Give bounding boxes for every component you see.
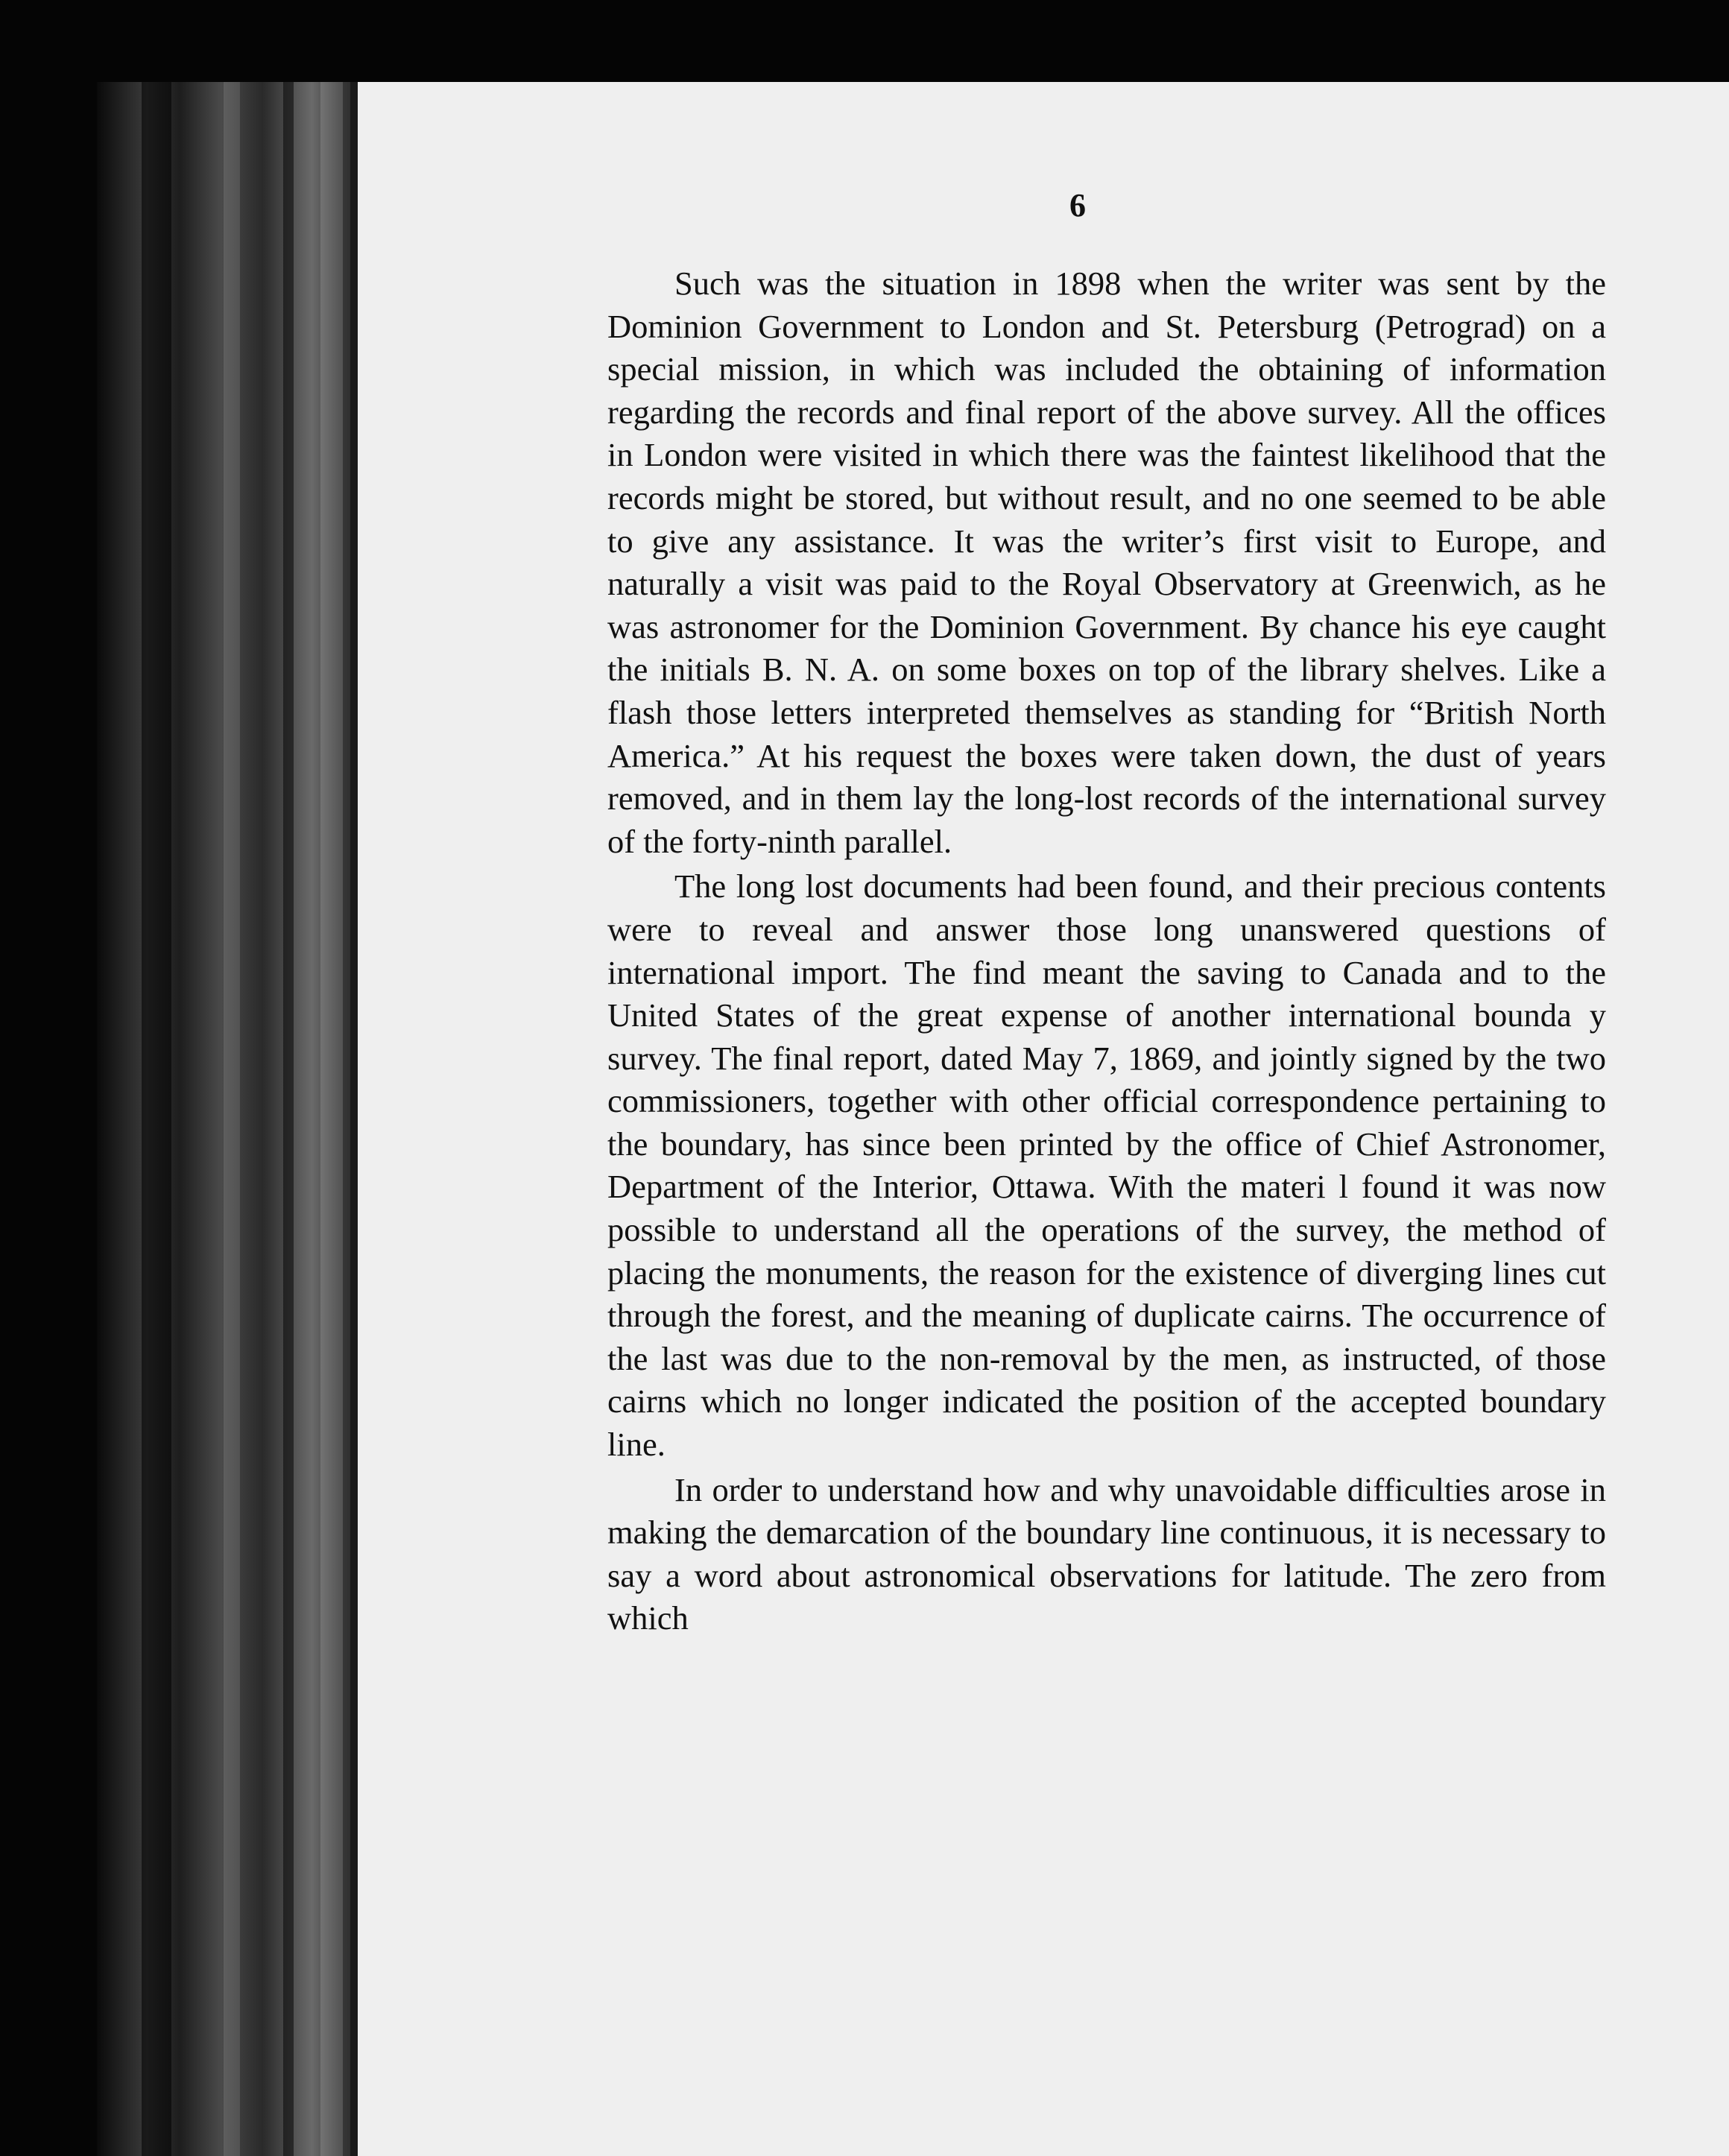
- spine-highlight: [224, 82, 240, 2156]
- paragraph-2: The long lost documents had been found, and their precious contents were to reveal and answer those long unanswered questions of international import. The find meant the saving to Canada and to the United States of the great expense of another international bounda y survey. The final report, dated May 7, 1869, and jointly signed by the two commissioners, together with other official correspondence pertaining to the boundary, has since been printed by the office of Chief Astronomer, Department of the Interior, Ottawa. With the materi l found it was now possible to understand all the operations of the survey, the method of placing the monuments, the reason for the existence of diverging lines cut through the forest, and the meaning of duplicate cairns. The occurrence of the last was due to the non-removal by the men, as instructed, of those cairns which no longer indicated the position of the accepted boundary line.: [607, 867, 1606, 1464]
- body-text: [607, 262, 1606, 1643]
- paragraph-1: Such was the situation in 1898 when the writer was sent by the Dominion Government to London and St. Petersburg (Petrograd) on a special mission, in which was included the obtaining of information regarding the records and final report of the above survey. All the offices in London were visited in which there was the faintest likelihood that the records might be stored, but without result, and no one seemed to be able to give any assistance. It was the writer’s first visit to Europe, and naturally a visit was paid to the Royal Observatory at Greenwich, as he was astronomer for the Dominion Government. By chance his eye caught the initials B. N. A. on some boxes on top of the library shelves. Like a flash those letters interpreted themselves as standing for “British North America.” At his request the boxes were taken down, the dust of years removed, and in them lay the long-lost records of the international survey of the forty-ninth parallel.: [607, 265, 1606, 860]
- spine-shadow: [283, 82, 294, 2156]
- spine-shadow: [142, 82, 171, 2156]
- spine-highlight: [320, 82, 343, 2156]
- book-spine-edge: [97, 82, 373, 2156]
- paragraph-3: In order to understand how and why unavoidable difficulties arose in making the demarcation of the boundary line continuous, it is necessary to say a word about astronomical observations for latitude. The zero from which: [607, 1470, 1606, 1637]
- page-number: 6: [1069, 187, 1086, 224]
